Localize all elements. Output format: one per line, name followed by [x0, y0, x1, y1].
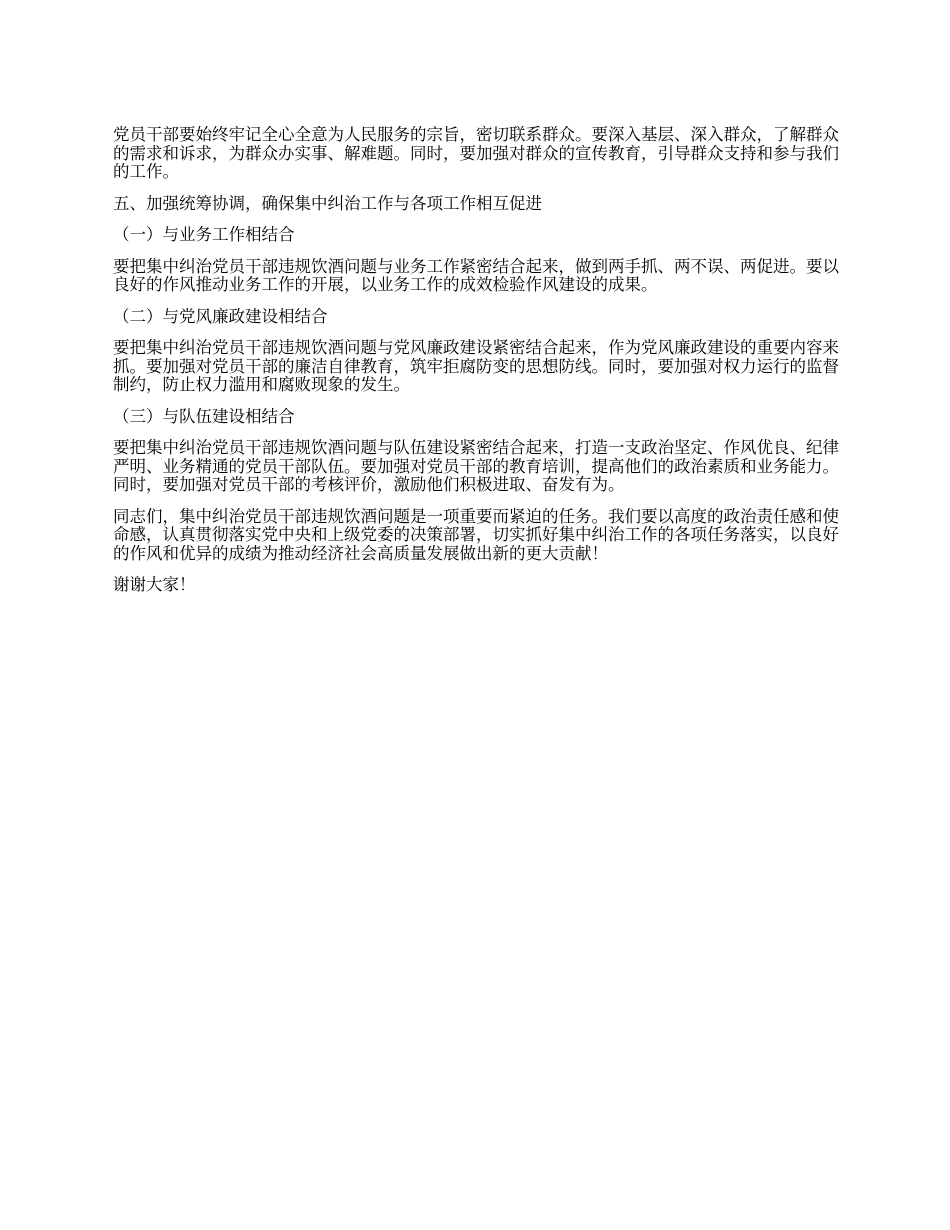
paragraph-business-work: 要把集中纠治党员干部违规饮酒问题与业务工作紧密结合起来，做到两手抓、两不误、两促进。要以良好的作风推动业务工作的开展，以业务工作的成效检验作风建设的成果。 — [113, 256, 839, 294]
subheading-one: （一）与业务工作相结合 — [113, 225, 295, 244]
paragraph-integrity-building: 要把集中纠治党员干部违规饮酒问题与党风廉政建设紧密结合起来，作为党风廉政建设的重要内容来抓。要加强对党员干部的廉洁自律教育，筑牢拒腐防变的思想防线。同时，要加强对权力运行的监督制约，防止权力滥用和腐败现象的发生。 — [113, 338, 839, 394]
subheading-two: （二）与党风廉政建设相结合 — [113, 306, 328, 326]
paragraph-serve-the-people: 党员干部要始终牢记全心全意为人民服务的宗旨，密切联系群众。要深入基层、深入群众，了解群众的需求和诉求，为群众办实事、解难题。同时，要加强对群众的宣传教育，引导群众支持和参与我们的工作。 — [113, 125, 839, 181]
paragraph-team-building: 要把集中纠治党员干部违规饮酒问题与队伍建设紧密结合起来，打造一支政治坚定、作风优良、纪律严明、业务精通的党员干部队伍。要加强对党员干部的教育培训，提高他们的政治素质和业务能力。同时，要加强对党员干部的考核评价，激励他们积极进取、奋发有为。 — [113, 438, 839, 494]
paragraph-thanks: 谢谢大家！ — [113, 575, 196, 594]
section-heading-five: 五、加强统筹协调，确保集中纠治工作与各项工作相互促进 — [113, 193, 542, 213]
document-page — [113, 126, 841, 608]
subheading-three: （三）与队伍建设相结合 — [113, 406, 295, 426]
paragraph-closing: 同志们，集中纠治党员干部违规饮酒问题是一项重要而紧迫的任务。我们要以高度的政治责任感和使命感，认真贯彻落实党中央和上级党委的决策部署，切实抓好集中纠治工作的各项任务落实，以良好的作风和优异的成绩为推动经济社会高质量发展做出新的更大贡献！ — [113, 506, 839, 563]
